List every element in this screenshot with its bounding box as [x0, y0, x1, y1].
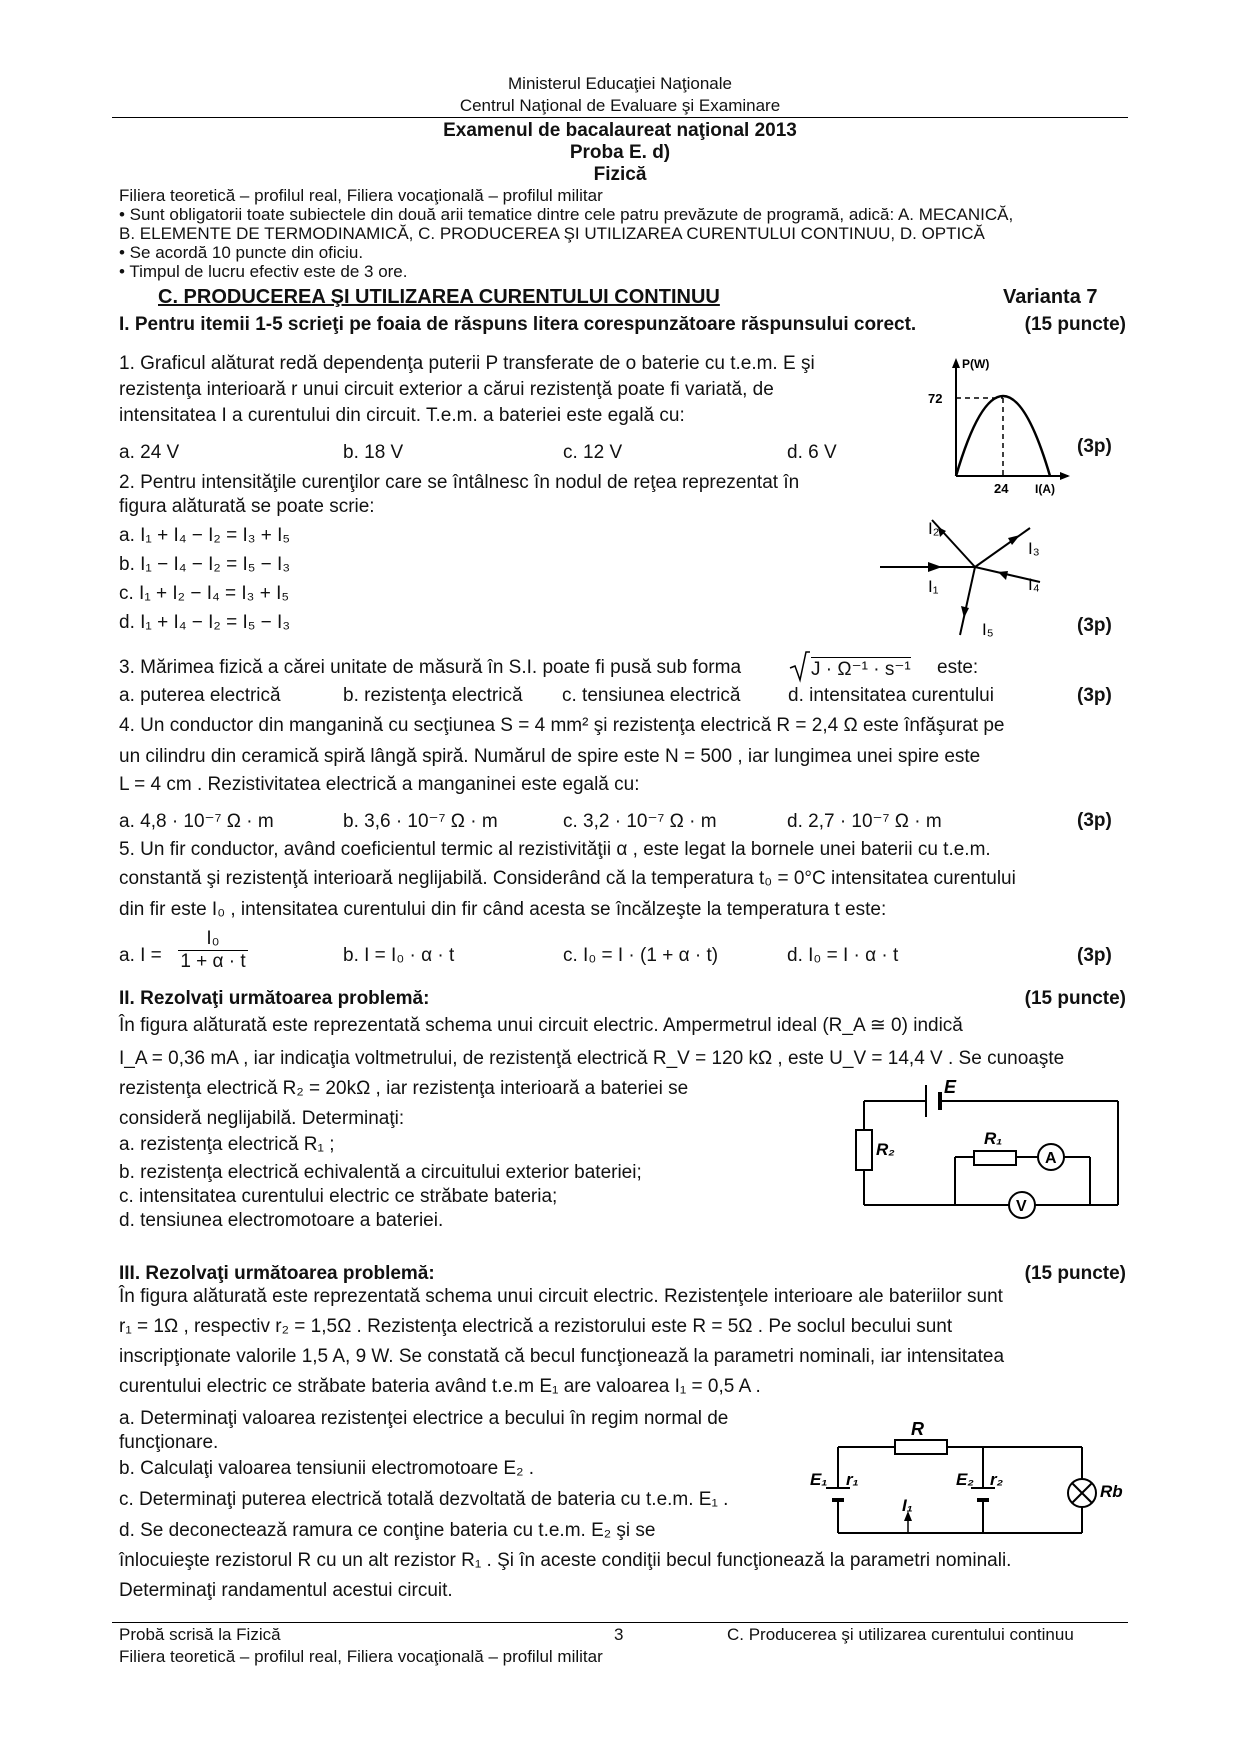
- node-label-i3: I₃: [1028, 539, 1040, 558]
- footer-left-1: Probă scrisă la Fizică: [119, 1625, 281, 1644]
- variant-label: Varianta 7: [1003, 286, 1098, 308]
- filiera-line: Filiera teoretică – profilul real, Filiera vocaţională – profilul militar: [119, 186, 603, 205]
- part3-item-b: b. Calculaţi valoarea tensiunii electromotoare E₂ .: [119, 1458, 535, 1479]
- instruction-2: • Se acordă 10 puncte din oficiu.: [119, 243, 364, 262]
- footer-left-2: Filiera teoretică – profilul real, Filiera vocaţională – profilul militar: [119, 1647, 603, 1666]
- q5-line1: 5. Un fir conductor, având coeficientul termic al rezistivităţii α , este legat la bornele unei baterii cu t.e.m.: [119, 839, 991, 860]
- instruction-1b: B. ELEMENTE DE TERMODINAMICĂ, C. PRODUCEREA ŞI UTILIZAREA CURENTULUI CONTINUU, D. OPTICĂ: [119, 224, 985, 243]
- instruction-3: • Timpul de lucru efectiv este de 3 ore.: [119, 262, 408, 281]
- node-label-i1: I₁: [928, 577, 939, 596]
- part3-item-d3: Determinaţi randamentul acestui circuit.: [119, 1580, 453, 1601]
- node-label-i4: I₄: [1028, 575, 1040, 594]
- circuit-diagram-part3: [808, 1415, 1138, 1540]
- proba-title: Proba E. d): [569, 142, 671, 163]
- circuit3-r2-label: r₂: [990, 1470, 1004, 1489]
- circuit2-r1-label: R₁: [984, 1129, 1003, 1148]
- circuit3-r-label: R: [911, 1419, 924, 1439]
- part1-heading: I. Pentru itemii 1-5 scrieţi pe foaia de răspuns litera corespunzătoare răspunsului corect. (15 puncte): [119, 314, 1126, 335]
- part2-heading: II. Rezolvaţi următoarea problemă: (15 puncte): [119, 988, 1126, 1009]
- q2-points: (3p): [1077, 615, 1112, 636]
- q2-line1: 2. Pentru intensităţile curenţilor care se întâlnesc în nodul de reţea reprezentat în: [119, 472, 800, 493]
- q3-formula: J · Ω⁻¹ · s⁻¹: [811, 659, 911, 680]
- part3-item-d1: d. Se deconectează ramura ce conţine bateria cu t.e.m. E₂ şi se: [119, 1520, 656, 1541]
- q5-points: (3p): [1077, 945, 1112, 966]
- section-title: C. PRODUCEREA ŞI UTILIZAREA CURENTULUI CONTINUU: [158, 286, 720, 308]
- exam-title: Examenul de bacalaureat naţional 2013: [443, 120, 797, 141]
- q1-line1: 1. Graficul alăturat redă dependenţa puterii P transferate de o baterie cu t.e.m. E şi: [119, 353, 815, 374]
- q5-fraction-numerator: I₀: [178, 928, 248, 951]
- q5-option-a-fraction: [178, 928, 248, 973]
- node-label-i2: I₂: [928, 519, 940, 538]
- graph-y-axis-label: P(W): [962, 357, 990, 371]
- part2-item-d: d. tensiunea electromotoare a bateriei.: [119, 1210, 444, 1231]
- q4-line2: un cilindru din ceramică spiră lângă spiră. Numărul de spire este N = 500 , iar lungimea unei spire este: [119, 746, 981, 767]
- q5-line2: constantă şi rezistenţă interioară neglijabilă. Considerând că la temperatura t₀ = 0°C intensitatea curentului: [119, 868, 1016, 889]
- circuit2-voltmeter-label: V: [1016, 1198, 1027, 1215]
- circuit3-i1-label: I₁: [902, 1496, 913, 1515]
- part3-line1: În figura alăturată este reprezentată schema unui circuit electric. Rezistenţele interioare ale bateriilor sunt: [119, 1286, 1003, 1307]
- q5-option-d: d. I₀ = I · α · t: [787, 945, 899, 966]
- part3-line4: curentului electric ce străbate bateria având t.e.m E₁ are valoarea I₁ = 0,5 A .: [119, 1376, 761, 1397]
- current-node-diagram: [880, 510, 1080, 660]
- q5-fraction-denominator: 1 + α · t: [180, 951, 246, 972]
- part3-line2: r₁ = 1Ω , respectiv r₂ = 1,5Ω . Rezistenţa electrică a rezistorului este R = 5Ω . Pe soclul becului sunt: [119, 1316, 953, 1337]
- graph-x-axis-label: I(A): [1035, 482, 1055, 496]
- power-current-graph: [920, 356, 1070, 496]
- circuit3-bulb-label: Rb: [1100, 1482, 1123, 1501]
- footer-rule: [112, 1622, 1128, 1623]
- q3-option-d: d. intensitatea curentului: [788, 685, 994, 706]
- part2-line1: În figura alăturată este reprezentată schema unui circuit electric. Ampermetrul ideal (R_A ≅ 0) indică: [119, 1015, 963, 1036]
- q2-option-c: c. I₁ + I₂ − I₄ = I₃ + I₅: [119, 583, 289, 604]
- q3-line1: 3. Mărimea fizică a cărei unitate de măsură în S.I. poate fi pusă sub forma: [119, 657, 742, 678]
- q1-line2: rezistenţa interioară r unui circuit exterior a cărui rezistenţă poate fi variată, de: [119, 379, 774, 400]
- q1-points: (3p): [1077, 436, 1112, 457]
- circuit3-e2-label: E₂: [956, 1470, 974, 1489]
- q1-line3: intensitatea I a curentului din circuit. T.e.m. a bateriei este egală cu:: [119, 405, 685, 426]
- center-name: Centrul Naţional de Evaluare şi Examinare: [459, 96, 781, 115]
- q4-points: (3p): [1077, 810, 1112, 831]
- footer-right: C. Producerea şi utilizarea curentului continuu: [727, 1625, 1074, 1644]
- q5-line3: din fir este I₀ , intensitatea curentului din fir când acesta se încălzeşte la temperatura t este:: [119, 899, 887, 920]
- part3-heading: III. Rezolvaţi următoarea problemă: (15 puncte): [119, 1263, 1126, 1284]
- part3-item-a2: funcţionare.: [119, 1432, 219, 1453]
- header-rule: [112, 117, 1128, 118]
- instruction-1a: • Sunt obligatorii toate subiectele din două arii tematice dintre cele patru prevăzute de programă, adică: A. MECANICĂ,: [119, 205, 1014, 224]
- part2-item-c: c. intensitatea curentului electric ce străbate bateria;: [119, 1186, 558, 1207]
- part2-line3: rezistenţa electrică R₂ = 20kΩ , iar rezistenţa interioară a bateriei se: [119, 1078, 689, 1099]
- part3-item-a1: a. Determinaţi valoarea rezistenţei electrice a becului în regim normal de: [119, 1408, 729, 1429]
- q4-option-b: b. 3,6 · 10⁻⁷ Ω · m: [343, 811, 498, 832]
- part3-line3: inscripţionate valorile 1,5 A, 9 W. Se constată că becul funcţionează la parametri nominali, iar intensitatea: [119, 1346, 1005, 1367]
- q1-option-c: c. 12 V: [563, 442, 623, 463]
- q3-points: (3p): [1077, 685, 1112, 706]
- circuit3-e1-label: E₁: [810, 1470, 828, 1489]
- node-label-i5: I₅: [982, 620, 994, 639]
- q4-option-d: d. 2,7 · 10⁻⁷ Ω · m: [787, 811, 942, 832]
- subject-title: Fizică: [593, 164, 647, 185]
- q2-option-b: b. I₁ − I₄ − I₂ = I₅ − I₃: [119, 554, 291, 575]
- q3-option-c: c. tensiunea electrică: [562, 685, 741, 706]
- graph-y-mark: 72: [928, 391, 943, 406]
- part3-item-c: c. Determinaţi puterea electrică totală dezvoltată de bateria cu t.e.m. E₁ .: [119, 1489, 729, 1510]
- ministry-name: Ministerul Educaţiei Naţionale: [508, 74, 732, 93]
- q2-option-a: a. I₁ + I₄ − I₂ = I₃ + I₅: [119, 525, 291, 546]
- q4-option-c: c. 3,2 · 10⁻⁷ Ω · m: [563, 811, 717, 832]
- q5-option-b: b. I = I₀ · α · t: [343, 945, 455, 966]
- circuit2-ammeter-label: A: [1045, 1150, 1057, 1167]
- q4-option-a: a. 4,8 · 10⁻⁷ Ω · m: [119, 811, 274, 832]
- q5-option-a-prefix: a. I =: [119, 945, 162, 966]
- circuit3-r1-label: r₁: [846, 1470, 859, 1489]
- part3-item-d2: înlocuieşte rezistorul R cu un alt rezistor R₁ . Şi în aceste condiţii becul funcţionează la parametri nominali.: [119, 1550, 1012, 1571]
- part2-line2: I_A = 0,36 mA , iar indicaţia voltmetrului, de rezistenţă electrică R_V = 120 kΩ , este U_V = 14,4 V . Se cunoaşte: [119, 1048, 1065, 1069]
- q3-option-b: b. rezistenţa electrică: [343, 685, 523, 706]
- q2-line2: figura alăturată se poate scrie:: [119, 496, 375, 517]
- graph-x-mark: 24: [994, 481, 1009, 496]
- circuit2-r2-label: R₂: [876, 1140, 895, 1159]
- q1-option-a: a. 24 V: [119, 442, 180, 463]
- q1-option-d: d. 6 V: [787, 442, 837, 463]
- q3-after: este:: [937, 657, 979, 678]
- sqrt-sign: [790, 650, 810, 682]
- q4-line1: 4. Un conductor din manganină cu secţiunea S = 4 mm² şi rezistenţa electrică R = 2,4 Ω este înfăşurat pe: [119, 715, 1005, 736]
- circuit-diagram-part2: [840, 1075, 1130, 1225]
- footer-page-number: 3: [614, 1625, 624, 1644]
- circuit2-e-label: E: [944, 1077, 957, 1097]
- q3-option-a: a. puterea electrică: [119, 685, 281, 706]
- q4-line3: L = 4 cm . Rezistivitatea electrică a manganinei este egală cu:: [119, 774, 640, 795]
- q2-option-d: d. I₁ + I₄ − I₂ = I₅ − I₃: [119, 612, 291, 633]
- part2-item-b: b. rezistenţa electrică echivalentă a circuitului exterior bateriei;: [119, 1162, 642, 1183]
- part2-item-a: a. rezistenţa electrică R₁ ;: [119, 1134, 335, 1155]
- part2-line4: consideră neglijabilă. Determinaţi:: [119, 1108, 405, 1129]
- q1-option-b: b. 18 V: [343, 442, 404, 463]
- q5-option-c: c. I₀ = I · (1 + α · t): [563, 945, 719, 966]
